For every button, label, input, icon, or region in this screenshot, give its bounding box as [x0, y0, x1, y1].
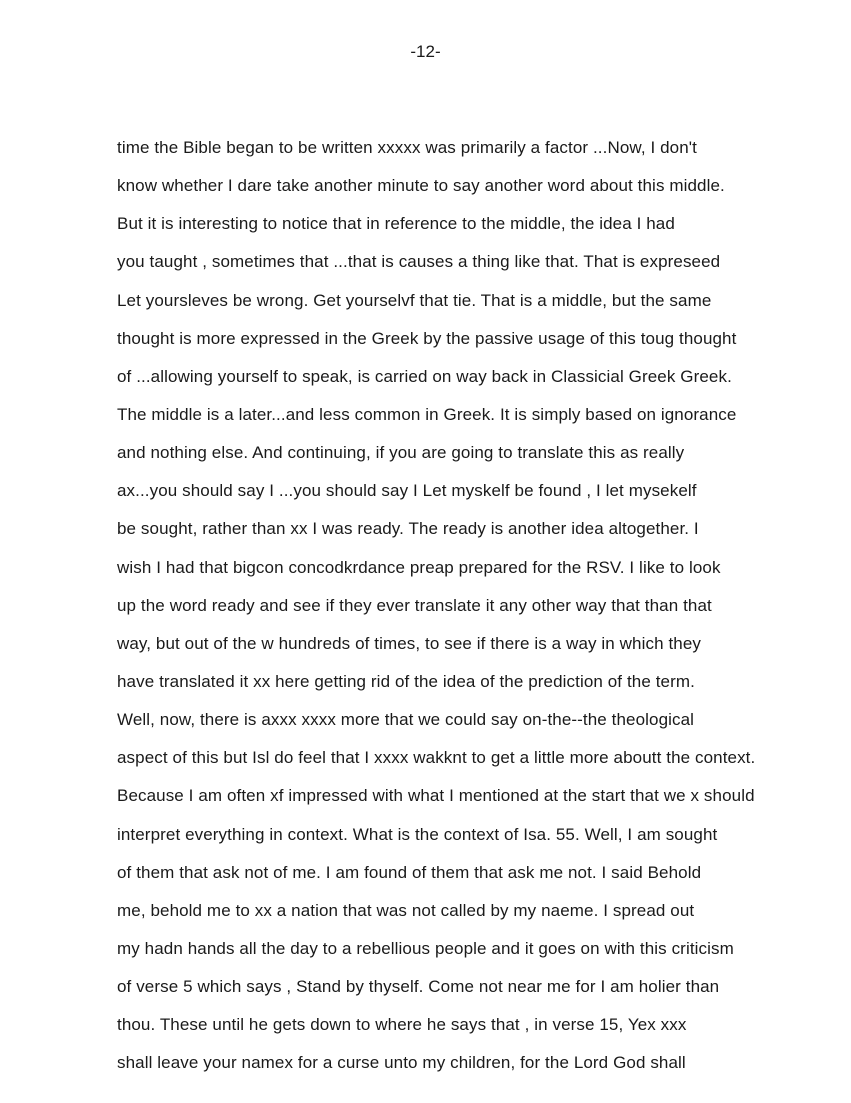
document-body	[117, 136, 755, 1090]
text-line: wish I had that bigcon concodkrdance preap prepared for the RSV. I like to look	[117, 557, 721, 577]
text-line: and nothing else. And continuing, if you are going to translate this as really	[117, 443, 685, 463]
text-line: be sought, rather than xx I was ready. The ready is another idea altogether. I	[117, 519, 699, 539]
text-line: you taught , sometimes that ...that is causes a thing like that. That is expreseed	[117, 252, 721, 272]
text-line: time the Bible began to be written xxxxx was primarily a factor ...Now, I don't	[117, 138, 697, 157]
text-line: of verse 5 which says , Stand by thyself. Come not near me for I am holier than	[117, 977, 720, 997]
text-line: Let yoursleves be wrong. Get yourselvf that tie. That is a middle, but the same	[117, 290, 712, 310]
text-line: thought is more expressed in the Greek by the passive usage of this toug thought	[117, 328, 737, 348]
text-line: The middle is a later...and less common in Greek. It is simply based on ignorance	[117, 404, 737, 424]
text-line: of ...allowing yourself to speak, is carried on way back in Classicial Greek Greek.	[117, 366, 732, 386]
text-line: way, but out of the w hundreds of times, to see if there is a way in which they	[117, 633, 701, 653]
text-line: know whether I dare take another minute to say another word about this middle.	[117, 176, 725, 196]
text-line: up the word ready and see if they ever translate it any other way that than that	[117, 595, 712, 615]
text-line: Because I am often xf impressed with what I mentioned at the start that we x should	[117, 786, 755, 806]
text-line: interpret everything in context. What is the context of Isa. 55. Well, I am sought	[117, 824, 718, 844]
text-line: me, behold me to xx a nation that was not called by my naeme. I spread out	[117, 900, 695, 920]
text-line: have translated it xx here getting rid of the idea of the prediction of the term.	[117, 671, 695, 691]
text-line: shall leave your namex for a curse unto my children, for the Lord God shall	[117, 1053, 686, 1073]
text-line: Well, now, there is axxx xxxx more that we could say on-the--the theological	[117, 710, 695, 730]
text-line: But it is interesting to notice that in reference to the middle, the idea I had	[117, 214, 675, 234]
text-line: aspect of this but Isl do feel that I xxxx wakknt to get a little more aboutt the context.	[117, 748, 756, 768]
text-line: ax...you should say I ...you should say I Let myskelf be found , I let mysekelf	[117, 481, 697, 501]
text-line: my hadn hands all the day to a rebellious people and it goes on with this criticism	[117, 938, 734, 958]
text-line: thou. These until he gets down to where he says that , in verse 15, Yex xxx	[117, 1015, 687, 1035]
page-number: -12-	[410, 42, 441, 61]
text-line: of them that ask not of me. I am found of them that ask me not. I said Behold	[117, 862, 702, 882]
